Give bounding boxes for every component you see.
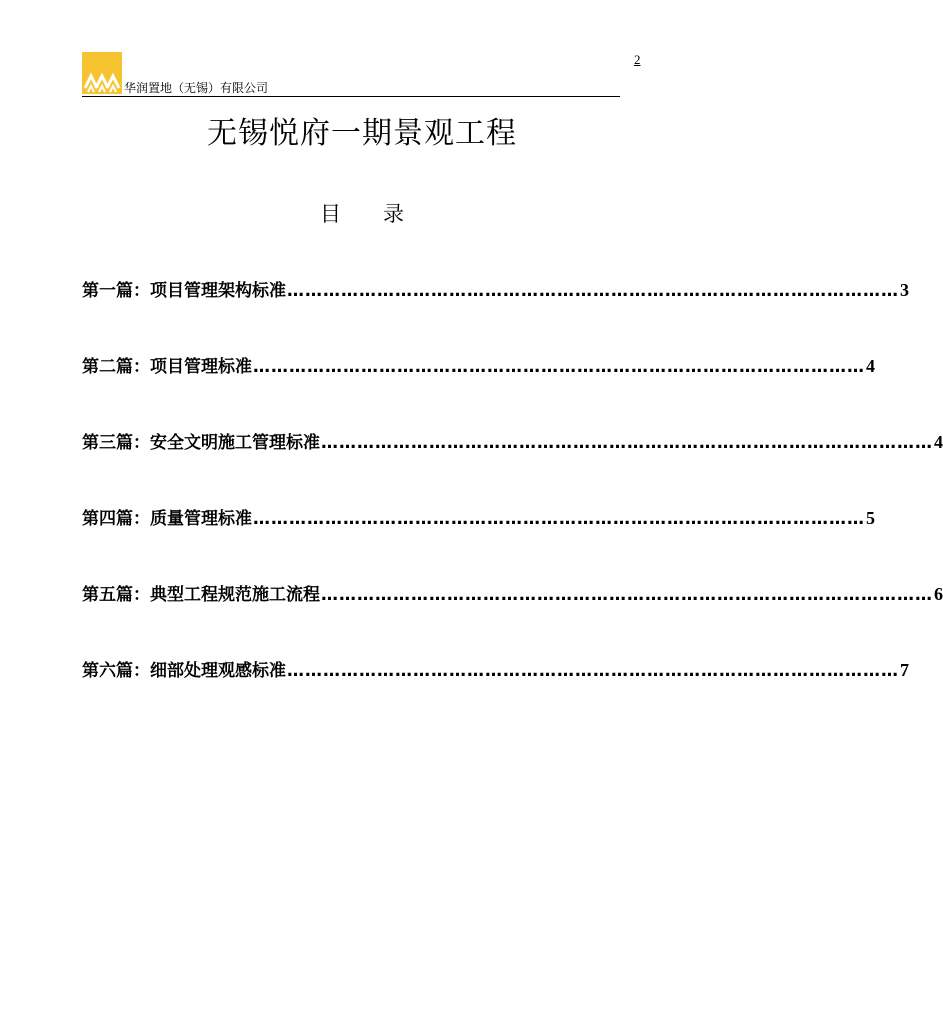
toc-entry-page: 4	[866, 356, 875, 376]
toc-entry-page: 7	[900, 660, 909, 680]
toc-entry-label: 第一篇：项目管理架构标准	[82, 281, 286, 301]
toc-leader-dots: …………………………………………………………………………………………	[253, 357, 865, 377]
document-title: 无锡悦府一期景观工程	[207, 116, 517, 151]
toc-entry-label: 第四篇：质量管理标准	[82, 509, 252, 529]
toc-heading-right: 录	[383, 202, 404, 226]
toc-entry-page: 6	[934, 584, 943, 604]
toc-entry[interactable]	[82, 428, 943, 504]
page-number: 2	[634, 52, 641, 67]
toc-heading-left: 目	[320, 202, 341, 226]
toc-leader-dots: …………………………………………………………………………………………	[321, 585, 933, 605]
toc-entry[interactable]	[82, 276, 909, 352]
toc-entry[interactable]	[82, 656, 909, 732]
toc-entry-label: 第三篇：安全文明施工管理标准	[82, 433, 320, 453]
toc-entry-page: 3	[900, 280, 909, 300]
toc-heading	[0, 198, 724, 228]
toc-entry[interactable]	[82, 352, 875, 428]
toc-leader-dots: …………………………………………………………………………………………	[287, 661, 899, 681]
toc-entry[interactable]	[82, 504, 875, 580]
toc-leader-dots: …………………………………………………………………………………………	[287, 281, 899, 301]
toc-entry-label: 第五篇：典型工程规范施工流程	[82, 585, 320, 605]
toc-entry-label: 第六篇：细部处理观感标准	[82, 661, 286, 681]
page-header	[82, 52, 620, 98]
toc-leader-dots: …………………………………………………………………………………………	[253, 509, 865, 529]
toc-entry-page: 5	[866, 508, 875, 528]
table-of-contents	[82, 276, 943, 732]
company-logo-icon	[82, 52, 122, 94]
toc-entry[interactable]	[82, 580, 943, 656]
header-divider	[82, 96, 620, 97]
toc-leader-dots: …………………………………………………………………………………………	[321, 433, 933, 453]
toc-entry-label: 第二篇：项目管理标准	[82, 357, 252, 377]
toc-entry-page: 4	[934, 432, 943, 452]
company-name: 华润置地（无锡）有限公司	[124, 81, 269, 95]
